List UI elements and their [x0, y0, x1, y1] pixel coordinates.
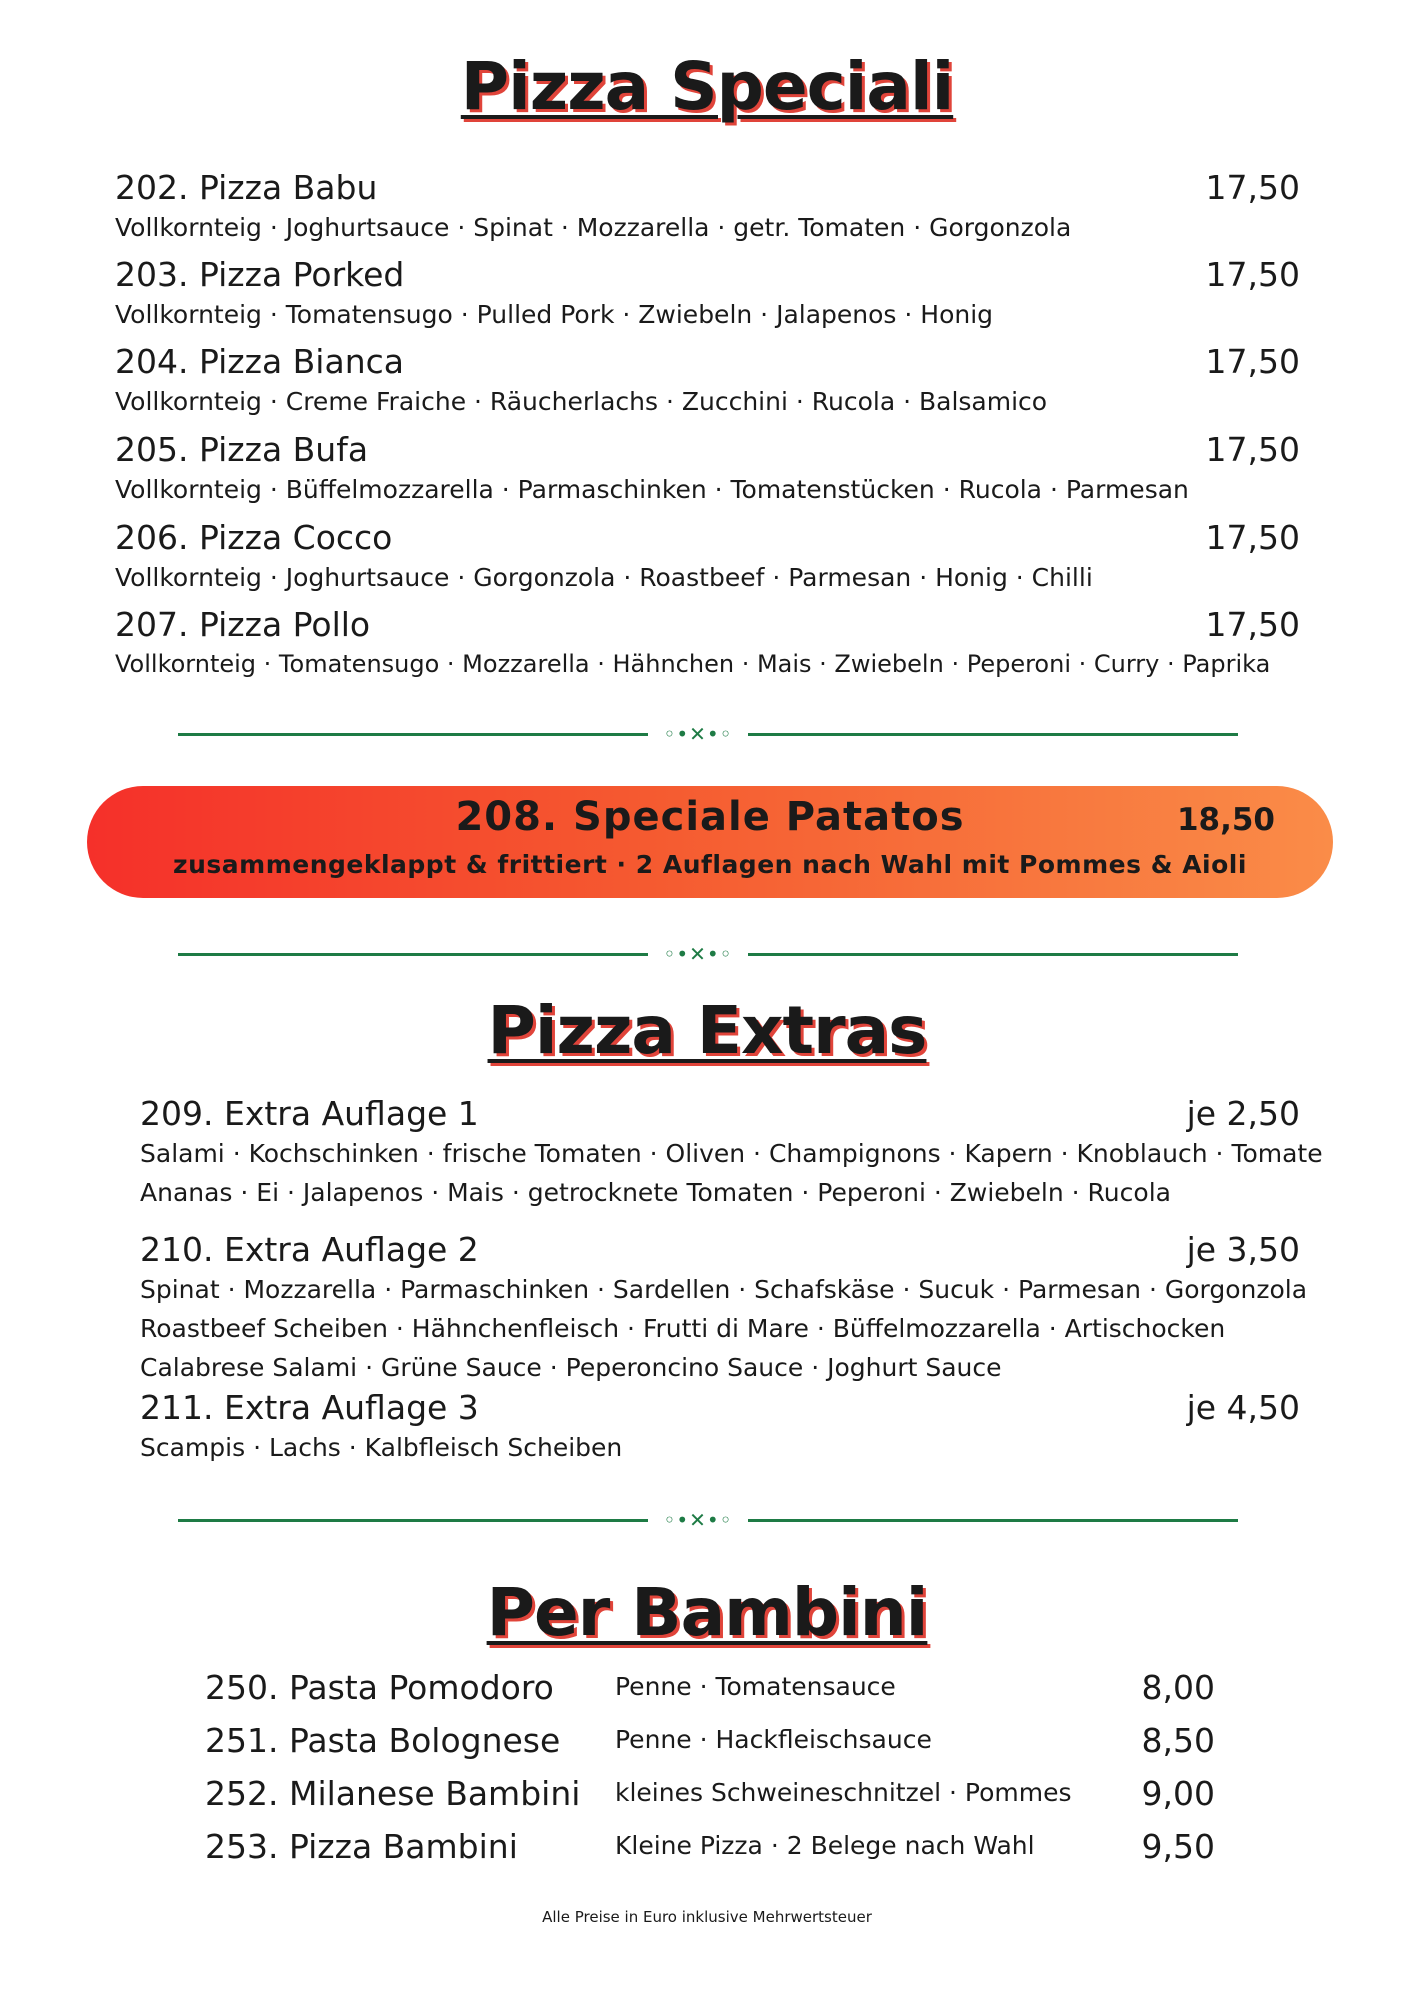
- menu-item: [115, 168, 1300, 242]
- ornament-divider: [178, 944, 1238, 964]
- item-description: Kleine Pizza · 2 Belege nach Wahl: [615, 1831, 1035, 1860]
- item-description: Vollkornteig · Joghurtsauce · Gorgonzola · Roastbeef · Parmesan · Honig · Chilli: [115, 563, 1093, 592]
- item-description: Vollkornteig · Joghurtsauce · Spinat · Mozzarella · getr. Tomaten · Gorgonzola: [115, 213, 1072, 242]
- menu-item: [115, 518, 1300, 592]
- item-name: 206. Pizza Cocco: [115, 518, 393, 557]
- flourish-icon: ◦•✕•◦: [663, 1508, 733, 1532]
- extra-item: [140, 1230, 1308, 1386]
- item-name: 253. Pizza Bambini: [205, 1827, 518, 1866]
- banner-title: 208. Speciale Patatos: [455, 794, 965, 840]
- item-description: kleines Schweineschnitzel · Pommes: [615, 1778, 1072, 1807]
- kids-item: [205, 1827, 1215, 1867]
- item-name: 251. Pasta Bolognese: [205, 1721, 561, 1760]
- item-name: 210. Extra Auflage 2: [140, 1230, 479, 1269]
- extra-item: [140, 1388, 1300, 1466]
- item-description: Vollkornteig · Büffelmozzarella · Parmaschinken · Tomatenstücken · Rucola · Parmesan: [115, 475, 1189, 504]
- item-name: 205. Pizza Bufa: [115, 430, 369, 469]
- item-name: 203. Pizza Porked: [115, 255, 405, 294]
- item-description: Vollkornteig · Tomatensugo · Mozzarella · Hähnchen · Mais · Zwiebeln · Peperoni · Curry · Paprika: [115, 650, 1271, 678]
- kids-item: [205, 1774, 1215, 1814]
- item-price: je 3,50: [1186, 1230, 1300, 1269]
- menu-item: [115, 255, 1300, 329]
- item-price: 8,00: [1141, 1668, 1215, 1707]
- item-description: Calabrese Salami · Grüne Sauce · Peperoncino Sauce · Joghurt Sauce: [140, 1353, 1002, 1382]
- item-description: Scampis · Lachs · Kalbfleisch Scheiben: [140, 1433, 623, 1462]
- menu-item: [115, 342, 1300, 416]
- extra-item: [140, 1094, 1323, 1211]
- section-title-speciali: Pizza Speciali: [460, 48, 954, 125]
- footer-note: Alle Preise in Euro inklusive Mehrwertsteuer: [542, 1908, 872, 1926]
- item-price: 17,50: [1205, 518, 1300, 557]
- item-price: 8,50: [1141, 1721, 1215, 1760]
- item-price: 17,50: [1205, 605, 1300, 644]
- item-price: 17,50: [1205, 255, 1300, 294]
- item-price: 17,50: [1205, 168, 1300, 207]
- item-name: 250. Pasta Pomodoro: [205, 1668, 554, 1707]
- kids-item: [205, 1721, 1215, 1761]
- section-title-extras: Pizza Extras: [487, 992, 927, 1069]
- item-description: Ananas · Ei · Jalapenos · Mais · getrocknete Tomaten · Peperoni · Zwiebeln · Rucola: [140, 1178, 1171, 1207]
- item-description: Penne · Tomatensauce: [615, 1672, 896, 1701]
- item-name: 209. Extra Auflage 1: [140, 1094, 479, 1133]
- special-banner: [87, 786, 1333, 898]
- item-name: 204. Pizza Bianca: [115, 342, 404, 381]
- banner-price: 18,50: [1176, 802, 1275, 838]
- item-name: 202. Pizza Babu: [115, 168, 378, 207]
- item-price: je 4,50: [1186, 1388, 1300, 1427]
- item-name: 211. Extra Auflage 3: [140, 1388, 479, 1427]
- kids-item: [205, 1668, 1215, 1708]
- item-description: Salami · Kochschinken · frische Tomaten · Oliven · Champignons · Kapern · Knoblauch · Tomate: [140, 1139, 1323, 1168]
- ornament-divider: [178, 1510, 1238, 1530]
- menu-item: [115, 605, 1300, 678]
- item-description: Spinat · Mozzarella · Parmaschinken · Sardellen · Schafskäse · Sucuk · Parmesan · Gorgonzola: [140, 1275, 1308, 1304]
- item-description: Penne · Hackfleischsauce: [615, 1725, 932, 1754]
- item-price: 9,50: [1141, 1827, 1215, 1866]
- item-description: Roastbeef Scheiben · Hähnchenfleisch · Frutti di Mare · Büffelmozzarella · Artischocken: [140, 1314, 1226, 1343]
- item-price: je 2,50: [1186, 1094, 1300, 1133]
- flourish-icon: ◦•✕•◦: [663, 722, 733, 746]
- section-title-bambini: Per Bambini: [486, 1574, 928, 1651]
- item-description: Vollkornteig · Tomatensugo · Pulled Pork · Zwiebeln · Jalapenos · Honig: [115, 300, 994, 329]
- item-description: Vollkornteig · Creme Fraiche · Räucherlachs · Zucchini · Rucola · Balsamico: [115, 387, 1048, 416]
- item-price: 17,50: [1205, 342, 1300, 381]
- item-price: 9,00: [1141, 1774, 1215, 1813]
- ornament-divider: [178, 724, 1238, 744]
- item-name: 252. Milanese Bambini: [205, 1774, 581, 1813]
- item-price: 17,50: [1205, 430, 1300, 469]
- item-name: 207. Pizza Pollo: [115, 605, 371, 644]
- menu-item: [115, 430, 1300, 504]
- banner-subtitle: zusammengeklappt & frittiert · 2 Auflagen nach Wahl mit Pommes & Aioli: [173, 850, 1247, 879]
- flourish-icon: ◦•✕•◦: [663, 942, 733, 966]
